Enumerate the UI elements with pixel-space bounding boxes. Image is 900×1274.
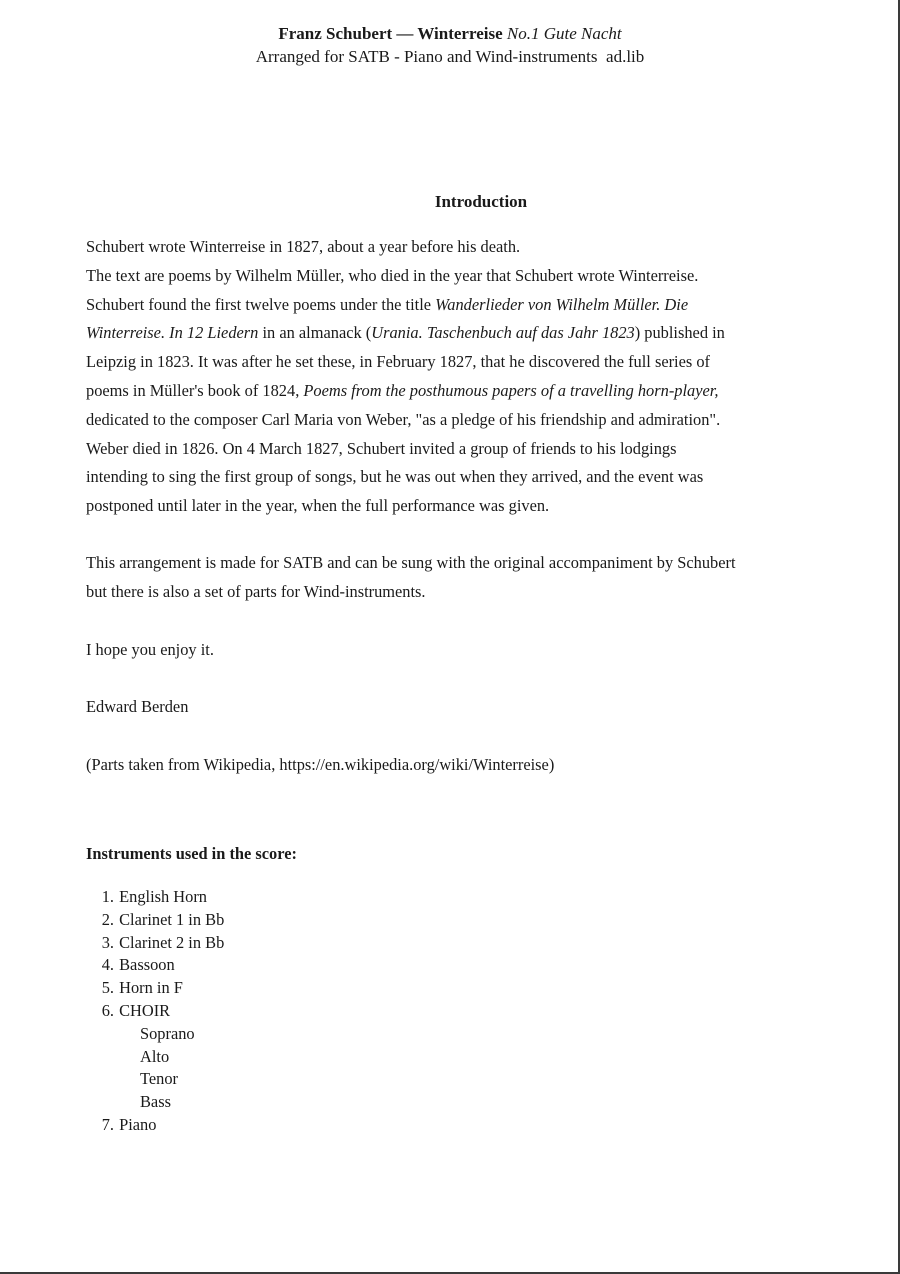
text-run: in an almanack ( (258, 323, 372, 343)
list-item (86, 954, 224, 977)
text-run: Schubert found the first twelve poems under the title (86, 294, 436, 314)
list-number: 2. (101, 909, 114, 929)
italic-title: Urania. Taschenbuch auf das Jahr 1823 (371, 323, 635, 343)
instrument-name: CHOIR (119, 1000, 171, 1020)
choir-part: Bass (140, 1092, 171, 1112)
instruments-list (86, 886, 224, 1137)
instrument-name: Bassoon (119, 955, 175, 975)
source-note: (Parts taken from Wikipedia, https://en.wikipedia.org/wiki/Winterreise) (86, 755, 555, 774)
closing-remark: I hope you enjoy it. (86, 640, 214, 659)
choir-part: Alto (140, 1046, 170, 1066)
list-item (86, 977, 224, 1000)
author-signature: Edward Berden (86, 697, 189, 716)
text-run: poems in Müller's book of 1824, (86, 380, 304, 400)
text-line: intending to sing the first group of songs, but he was out when they arrived, and the event was (86, 467, 704, 487)
subtitle: Arranged for SATB - Piano and Wind-instruments ad.lib (255, 47, 645, 66)
text-line (86, 319, 886, 348)
text-line: Schubert wrote Winterreise in 1827, about a year before his death. (86, 237, 521, 256)
list-item (86, 932, 224, 955)
instrument-name: Clarinet 1 in Bb (119, 909, 225, 929)
text-line (86, 377, 886, 406)
instrument-name: Horn in F (119, 978, 183, 998)
list-number: 7. (101, 1114, 114, 1134)
list-item (86, 1114, 224, 1137)
text-line: but there is also a set of parts for Wind-instruments. (86, 581, 426, 601)
introduction-heading: Introduction (434, 192, 528, 211)
document-header (0, 22, 900, 68)
instrument-name: Clarinet 2 in Bb (119, 932, 225, 952)
choir-part: Soprano (140, 1023, 195, 1043)
instrument-name: English Horn (119, 887, 207, 906)
text-line: postponed until later in the year, when the full performance was given. (86, 496, 550, 516)
instruments-heading: Instruments used in the score: (86, 844, 297, 863)
arrangement-paragraph (86, 549, 886, 607)
text-line: The text are poems by Wilhelm Müller, who died in the year that Schubert wrote Winterreise. (86, 265, 699, 285)
list-number: 6. (101, 1000, 114, 1020)
text-line (86, 291, 886, 320)
list-number: 4. (101, 955, 114, 975)
list-item (86, 886, 224, 909)
text-line: Weber died in 1826. On 4 March 1827, Schubert invited a group of friends to his lodgings (86, 438, 677, 458)
title-line (0, 22, 900, 45)
text-line: Leipzig in 1823. It was after he set these, in February 1827, that he discovered the full series of (86, 352, 711, 372)
text-run: ) published in (634, 323, 725, 343)
choir-part: Tenor (140, 1069, 178, 1089)
text-line: dedicated to the composer Carl Maria von Weber, "as a pledge of his friendship and admiration". (86, 409, 721, 429)
italic-title: Poems from the posthumous papers of a travelling horn-player, (303, 380, 719, 400)
italic-title: Wanderlieder von Wilhelm Müller. Die (435, 294, 689, 314)
list-item (86, 909, 224, 932)
list-number: 5. (101, 978, 114, 998)
text-line: This arrangement is made for SATB and can be sung with the original accompaniment by Schubert (86, 553, 736, 572)
composer-work-title: Franz Schubert — Winterreise (278, 24, 503, 43)
song-title: No.1 Gute Nacht (506, 24, 622, 43)
list-number: 3. (101, 932, 114, 952)
list-item (86, 1000, 224, 1023)
instrument-name: Piano (119, 1114, 157, 1134)
italic-title: Winterreise. In 12 Liedern (86, 323, 259, 343)
introduction-paragraph (86, 233, 886, 521)
list-number: 1. (101, 887, 114, 906)
